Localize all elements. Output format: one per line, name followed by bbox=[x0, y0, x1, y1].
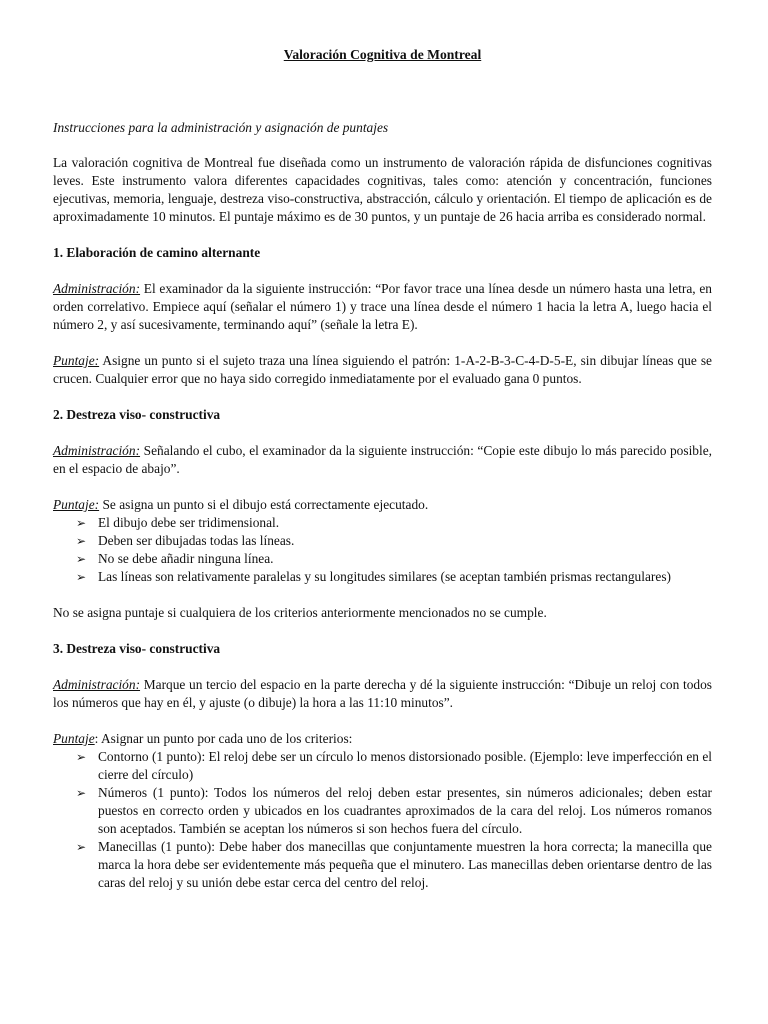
section-2 bbox=[53, 406, 712, 622]
list-item: ➢ No se debe añadir ninguna línea. bbox=[76, 551, 274, 566]
administration-text: Marque un tercio del espacio en la parte derecha y dé la siguiente instrucción: “Dibuje un reloj con todos los números que hay en él, y ajuste (o dibuje) la hora a las 11:10 minutos”. bbox=[53, 677, 712, 710]
administration-text: El examinador da la siguiente instrucción: “Por favor trace una línea desde un número hasta una letra, en orden correlativo. Empiece aquí (señalar el número 1) y trace una línea desde el número 1 hacia la letra A, luego hacia el número 2, y así sucesivamente, terminando aquí” (señale la letra E). bbox=[53, 281, 712, 332]
administration-label: Administración: bbox=[53, 677, 141, 692]
note-paragraph: No se asigna puntaje si cualquiera de los criterios anteriormente mencionados no se cumple. bbox=[53, 605, 547, 620]
score-paragraph bbox=[53, 496, 712, 514]
administration-paragraph bbox=[53, 442, 712, 478]
section-heading: 2. Destreza viso- constructiva bbox=[53, 407, 221, 422]
administration-label: Administración: bbox=[53, 281, 141, 296]
score-label: Puntaje bbox=[53, 731, 95, 746]
section-3 bbox=[53, 640, 712, 892]
administration-text: Señalando el cubo, el examinador da la siguiente instrucción: “Copie este dibujo lo más parecido posible, en el espacio de abajo”. bbox=[53, 443, 712, 476]
criteria-list bbox=[53, 748, 712, 892]
section-heading: 3. Destreza viso- constructiva bbox=[53, 641, 221, 656]
intro-paragraph: La valoración cognitiva de Montreal fue diseñada como un instrumento de valoración rápida de disfunciones cognitivas leves. Este instrumento valora diferentes capacidades cognitivas, tales como: atención y concentración, funciones ejecutivas, memoria, lenguaje, destreza viso-constructiva, abstracción, cálculo y orientación. El tiempo de aplicación es de aproximadamente 10 minutos. El puntaje máximo es de 30 puntos, y un puntaje de 26 hacia arriba es considerado normal. bbox=[53, 155, 712, 224]
administration-label: Administración: bbox=[53, 443, 141, 458]
list-item: ➢ Manecillas (1 punto): Debe haber dos manecillas que conjuntamente muestren la hora correcta; la manecilla que marca la hora debe ser evidentemente más pequeña que el minutero. Las manecillas deben orientarse dentro de las caras del reloj y su unión debe estar cerca del centro del reloj. bbox=[76, 839, 712, 890]
document-subtitle: Instrucciones para la administración y asignación de puntajes bbox=[53, 120, 389, 135]
section-heading: 1. Elaboración de camino alternante bbox=[53, 245, 261, 260]
list-item: ➢ Las líneas son relativamente paralelas y su longitudes similares (se aceptan también prismas rectangulares) bbox=[76, 569, 671, 584]
score-paragraph bbox=[53, 352, 712, 388]
score-label: Puntaje: bbox=[53, 353, 100, 368]
criteria-list bbox=[53, 514, 712, 586]
administration-paragraph bbox=[53, 280, 712, 334]
score-text: Asigne un punto si el sujeto traza una línea siguiendo el patrón: 1-A-2-B-3-C-4-D-5-E, sin dibujar líneas que se crucen. Cualquier error que no haya sido corregido inmediatamente por el evaluado gana 0 puntos. bbox=[53, 353, 712, 386]
section-1 bbox=[53, 244, 712, 388]
list-item: ➢ Deben ser dibujadas todas las líneas. bbox=[76, 533, 295, 548]
arrow-bullet-icon: ➢ bbox=[76, 552, 87, 566]
arrow-bullet-icon: ➢ bbox=[76, 516, 87, 530]
arrow-bullet-icon: ➢ bbox=[76, 570, 87, 584]
score-text: : Asignar un punto por cada uno de los criterios: bbox=[94, 731, 353, 746]
arrow-bullet-icon: ➢ bbox=[76, 534, 87, 548]
arrow-bullet-icon: ➢ bbox=[76, 750, 87, 764]
score-paragraph bbox=[53, 730, 712, 748]
list-item: ➢ El dibujo debe ser tridimensional. bbox=[76, 515, 280, 530]
document-title: Valoración Cognitiva de Montreal bbox=[283, 47, 482, 62]
arrow-bullet-icon: ➢ bbox=[76, 840, 87, 854]
list-item: ➢ Contorno (1 punto): El reloj debe ser un círculo lo menos distorsionado posible. (Ejemplo: leve imperfección en el cierre del círculo) bbox=[76, 749, 712, 782]
administration-paragraph bbox=[53, 676, 712, 712]
arrow-bullet-icon: ➢ bbox=[76, 786, 87, 800]
list-item: ➢ Números (1 punto): Todos los números del reloj deben estar presentes, sin números adicionales; deben estar puestos en correcto orden y ubicados en los cuadrantes aproximados de la cara del reloj. Los números romanos son aceptados. También se aceptan los números si son hechos fuera del círculo. bbox=[76, 785, 712, 836]
score-text: Se asigna un punto si el dibujo está correctamente ejecutado. bbox=[99, 497, 429, 512]
score-label: Puntaje: bbox=[53, 497, 100, 512]
